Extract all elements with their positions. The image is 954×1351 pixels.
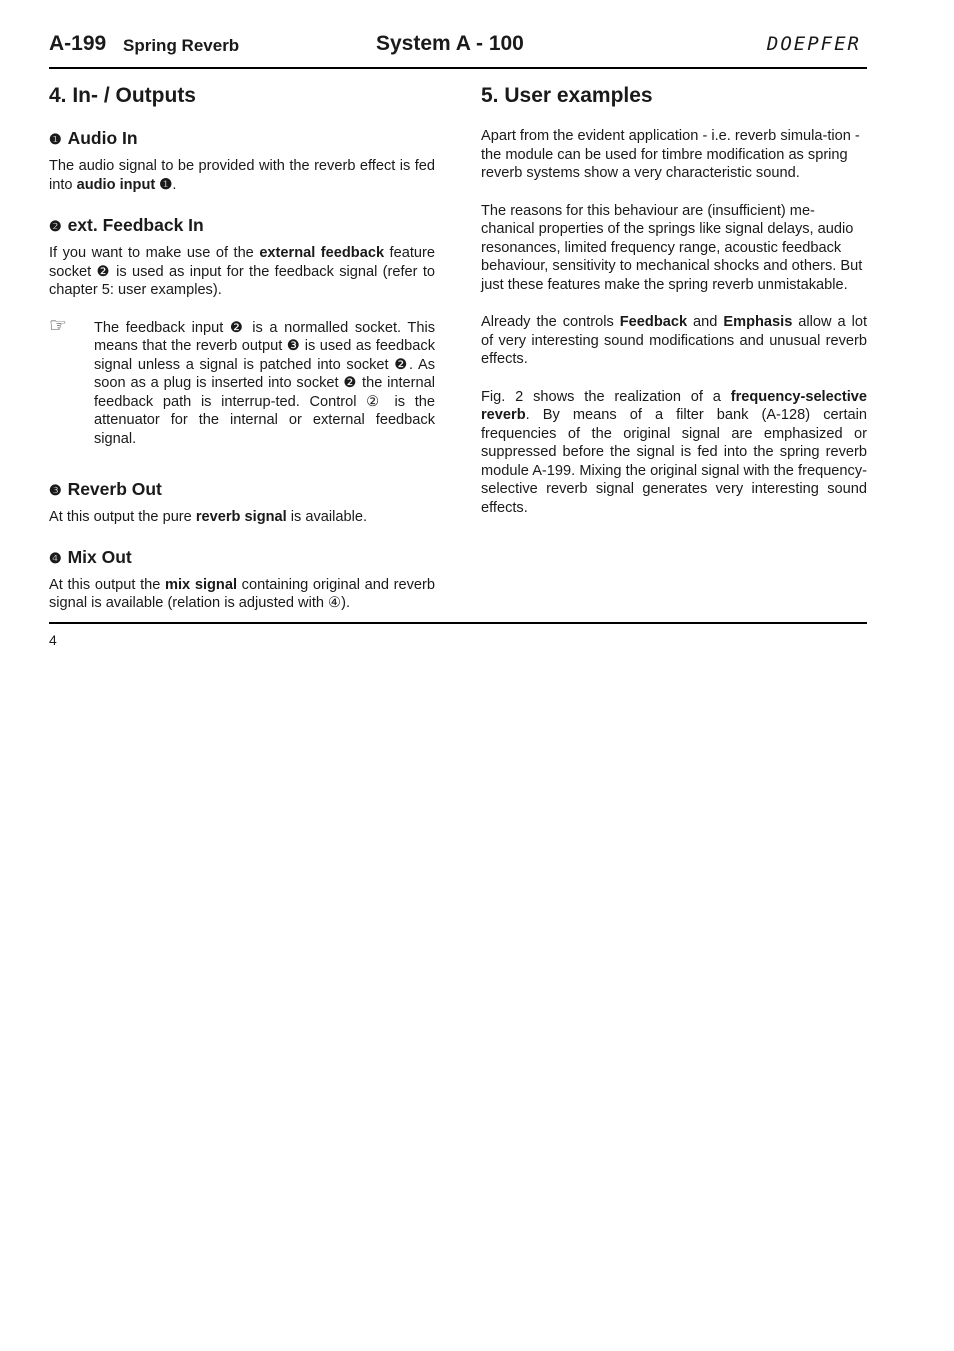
pointing-hand-icon: ☞ xyxy=(49,314,67,337)
audio-in-heading xyxy=(49,127,435,150)
left-column xyxy=(49,82,435,632)
feedback-note xyxy=(49,314,435,449)
section-4-title: 4. In- / Outputs xyxy=(49,84,196,107)
page-number: 4 xyxy=(49,632,57,648)
user-examples-paragraph-4: Fig. 2 shows the realization of a frequency-selective reverb. By means of a filter bank (A-128) certain frequencies of the original signal are emphasized or suppressed before the signal is fed into the spring reverb module A-199. Mixing the original signal with the frequency-selective reverb signal generates very interesting sound effects. xyxy=(481,388,867,516)
audio-in-text: The audio signal to be provided with the reverb effect is fed into audio input ❶. xyxy=(49,158,435,193)
audio-in-heading-text: Audio In xyxy=(67,128,138,148)
system-name: System A - 100 xyxy=(376,32,524,55)
section-5-title: 5. User examples xyxy=(481,84,653,107)
brand-logo: DOEPFER xyxy=(766,33,861,55)
feedback-in-heading-text: ext. Feedback In xyxy=(67,215,204,235)
user-examples-paragraph-1: Apart from the evident application - i.e. reverb simula-tion - the module can be used for timbre modification as spring reverb systems show a very characteristic sound. xyxy=(481,128,860,181)
reverb-out-heading-text: Reverb Out xyxy=(67,479,162,499)
footer-divider xyxy=(49,622,867,624)
mix-out-heading-text: Mix Out xyxy=(67,546,132,567)
note-text: The feedback input ❷ is a normalled socket. This means that the reverb output ❸ is used as feedback signal unless a signal is patched into socket ❷. As soon as a plug is inserted into socket ❷ the internal feedback path is interrup-ted. Control ② is the attenuator for the internal or external feedback signal. xyxy=(94,319,435,447)
feedback-in-heading xyxy=(49,214,435,237)
module-model: A-199 xyxy=(49,32,107,55)
user-examples-paragraph-3: Already the controls Feedback and Emphasis allow a lot of very interesting sound modifications and unusual reverb effects. xyxy=(481,314,867,367)
page-header xyxy=(49,30,867,66)
mix-out-heading xyxy=(49,546,435,569)
socket-2-icon: ❷ xyxy=(49,218,62,234)
reverb-out-heading xyxy=(49,478,435,501)
reverb-out-text: At this output the pure reverb signal is available. xyxy=(49,509,368,525)
socket-1-icon: ❶ xyxy=(49,131,62,147)
feedback-in-text: If you want to make use of the external feedback feature socket ❷ is used as input for the feedback signal (refer to chapter 5: user examples). xyxy=(49,245,435,298)
right-column xyxy=(481,82,867,536)
user-examples-paragraph-2: The reasons for this behaviour are (insufficient) me-chanical properties of the springs like signal delays, audio resonances, limited frequency range, acoustic feedback behaviour, sensitivity to mechanical shocks and others. But just these features make the spring reverb unmistakable. xyxy=(481,202,863,293)
header-divider xyxy=(49,67,867,69)
mix-out-text: At this output the mix signal containing original and reverb signal is available (relation is adjusted with ④). xyxy=(49,576,435,611)
module-name: Spring Reverb xyxy=(123,36,240,55)
socket-3-icon: ❸ xyxy=(49,482,62,498)
socket-4-icon: ❹ xyxy=(49,549,62,566)
